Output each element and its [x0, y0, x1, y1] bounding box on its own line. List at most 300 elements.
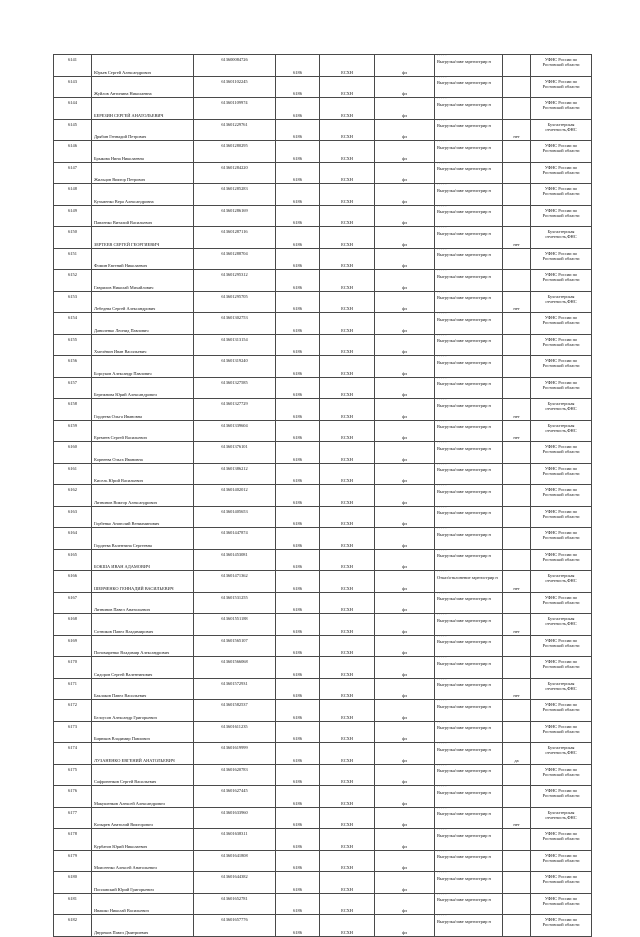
- status-text: Выгрузка/заве зарегистрир н: [437, 703, 491, 709]
- status-cell: · · · · · Выгрузка/заве зарегистрир н: [435, 786, 503, 808]
- taxpayer-name: Бережнова Юрий Александрович: [92, 377, 194, 399]
- person-type: фл: [375, 872, 435, 894]
- inspection-code: 6186: [276, 700, 320, 722]
- flag-cell: [503, 915, 531, 937]
- authority-line-2: Ростовской области: [542, 384, 580, 390]
- row-number: 6179: [54, 850, 92, 872]
- taxpayer-name: Дрябин Геннадий Петрович: [92, 119, 194, 141]
- status-text: Выгрузка/заве зарегистрир н: [437, 789, 491, 795]
- row-number: 6168: [54, 614, 92, 636]
- flag-cell: [503, 162, 531, 184]
- flag-cell: [503, 592, 531, 614]
- authority-line-2: Ростовской области: [542, 148, 580, 153]
- authority-line-1: УФНС России по: [544, 766, 578, 772]
- tax-regime: ЕСХН: [320, 700, 375, 722]
- taxpayer-name: Борсуков Александр Павлович: [92, 356, 194, 378]
- inn-number: 613601565107: [194, 635, 276, 657]
- inn-number: 613601638311: [194, 829, 276, 851]
- tax-regime: ЕСХН: [320, 807, 375, 829]
- status-text: Выгрузка/заве зарегистрир н: [437, 488, 491, 494]
- status-cell: · · · · · Выгрузка/заве зарегистрир н: [435, 872, 503, 894]
- person-type: фл: [375, 807, 435, 829]
- table-row: [54, 313, 592, 335]
- inspection-code: 6186: [276, 764, 320, 786]
- status-cell: · · · · · Выгрузка/заве зарегистрир н: [435, 915, 503, 937]
- table-row: [54, 657, 592, 679]
- person-type: фл: [375, 463, 435, 485]
- status-cell: · · · · · Выгрузка/заве зарегистрир н: [435, 829, 503, 851]
- flag-cell: [503, 141, 531, 163]
- flag-cell: [503, 270, 531, 292]
- inn-number: 613601652781: [194, 893, 276, 915]
- row-number: 6145: [54, 119, 92, 141]
- inspection-code: 6186: [276, 356, 320, 378]
- status-cell: · · · · · Выгрузка/заве зарегистрир н: [435, 377, 503, 399]
- flag-cell: [503, 76, 531, 98]
- inspection-code: 6186: [276, 485, 320, 507]
- inn-number: 613601447874: [194, 528, 276, 550]
- taxpayer-name: БЕРЕЗИН СЕРГЕЙ АНАТОЛЬЕВИЧ: [92, 98, 194, 120]
- tax-regime: ЕСХН: [320, 162, 375, 184]
- status-cell: · · · · · Выгрузка/заве зарегистрир н: [435, 55, 503, 77]
- inn-number: 613601302753: [194, 313, 276, 335]
- inn-number: 613601339604: [194, 420, 276, 442]
- authority-line-2: Ростовской области: [542, 341, 580, 347]
- tax-regime: ЕСХН: [320, 205, 375, 227]
- status-cell: · · · · · Выгрузка/заве зарегистрир н: [435, 162, 503, 184]
- status-cell: · · · · · Выгрузка/заве зарегистрир н: [435, 141, 503, 163]
- authority-line-2: отчетность,ФНС: [545, 578, 577, 583]
- taxpayer-name: БОКША ИВАН АДАМОВИЧ: [92, 549, 194, 571]
- authority-line-1: УФНС России по: [544, 788, 578, 793]
- inspection-code: 6186: [276, 442, 320, 464]
- authority-line-1: УФНС России по: [544, 164, 578, 170]
- authority-cell: [531, 506, 592, 528]
- inn-number: 613601453081: [194, 549, 276, 571]
- taxpayer-name: Литвинов Павел Анатольевич: [92, 592, 194, 614]
- inspection-code: 6186: [276, 850, 320, 872]
- flag-cell: нет: [503, 227, 531, 249]
- inn-number: 613601471362: [194, 571, 276, 593]
- authority-cell: [531, 592, 592, 614]
- authority-line-1: УФНС России по: [544, 723, 578, 729]
- inn-number: 613601280295: [194, 141, 276, 163]
- flag-cell: нет: [503, 420, 531, 442]
- taxpayer-name: Гордеева Ольга Ивановна: [92, 399, 194, 421]
- person-type: фл: [375, 399, 435, 421]
- status-cell: · · · · · Выгрузка/заве зарегистрир н: [435, 334, 503, 356]
- table-row: [54, 807, 592, 829]
- taxpayer-name: Еремеев Сергей Васильевич: [92, 420, 194, 442]
- authority-cell: [531, 829, 592, 851]
- inn-number: 613601531255: [194, 592, 276, 614]
- row-number: 6170: [54, 657, 92, 679]
- tax-regime: ЕСХН: [320, 184, 375, 206]
- authority-line-1: УФНС России по: [544, 831, 578, 836]
- status-text: Выгрузка/заве зарегистрир н: [437, 854, 491, 860]
- authority-cell: [531, 657, 592, 679]
- table-row: [54, 915, 592, 937]
- taxpayer-name: Моисеенко Алексей Анатольевич: [92, 850, 194, 872]
- status-text: Выгрузка/заве зарегистрир н: [437, 811, 491, 817]
- inn-number: 613601641808: [194, 850, 276, 872]
- flag-cell: [503, 506, 531, 528]
- authority-line-2: отчетность,ФНС: [545, 814, 577, 820]
- row-number: 6172: [54, 700, 92, 722]
- authority-line-1: Бухгалтерская: [547, 293, 575, 299]
- inn-number: 613601566068: [194, 657, 276, 679]
- taxpayer-name: Корнеева Ольга Ивановна: [92, 442, 194, 464]
- status-text: Выгрузка/заве зарегистрир н: [437, 639, 491, 645]
- status-text: Выгрузка/заве зарегистрир н: [437, 424, 491, 430]
- tax-regime: ЕСХН: [320, 571, 375, 593]
- status-cell: · · · · · Выгрузка/заве зарегистрир н: [435, 442, 503, 464]
- row-number: 6182: [54, 915, 92, 937]
- status-text: Выгрузка/заве зарегистрир н: [437, 467, 491, 473]
- tax-regime: ЕСХН: [320, 786, 375, 808]
- inspection-code: 6186: [276, 872, 320, 894]
- status-cell: · · · · · Выгрузка/заве зарегистрир н: [435, 893, 503, 915]
- authority-line-2: Ростовской области: [542, 599, 580, 605]
- authority-cell: [531, 420, 592, 442]
- authority-cell: [531, 76, 592, 98]
- authority-cell: [531, 442, 592, 464]
- table-row: [54, 442, 592, 464]
- person-type: фл: [375, 485, 435, 507]
- tax-regime: ЕСХН: [320, 721, 375, 743]
- authority-cell: [531, 549, 592, 571]
- flag-cell: нет: [503, 807, 531, 829]
- authority-line-1: УФНС России по: [544, 272, 578, 277]
- authority-line-2: Ростовской области: [542, 707, 580, 712]
- tax-regime: ЕСХН: [320, 829, 375, 851]
- inspection-code: 6186: [276, 313, 320, 335]
- inspection-code: 6186: [276, 76, 320, 98]
- row-number: 6149: [54, 205, 92, 227]
- tax-regime: ЕСХН: [320, 119, 375, 141]
- tax-regime: ЕСХН: [320, 377, 375, 399]
- table-row: [54, 635, 592, 657]
- status-cell: · · · · · Выгрузка/заве зарегистрир н: [435, 270, 503, 292]
- authority-cell: [531, 700, 592, 722]
- tax-regime: ЕСХН: [320, 764, 375, 786]
- table-body: [54, 55, 592, 937]
- person-type: фл: [375, 442, 435, 464]
- authority-line-2: Ростовской области: [542, 470, 580, 476]
- table-row: [54, 549, 592, 571]
- table-row: [54, 141, 592, 163]
- taxpayer-name: Пономаренко Владимир Александрович: [92, 635, 194, 657]
- status-text: Выгрузка/заве зарегистрир н: [437, 875, 491, 881]
- tax-regime: ЕСХН: [320, 420, 375, 442]
- row-number: 6156: [54, 356, 92, 378]
- flag-cell: [503, 721, 531, 743]
- inspection-code: 6186: [276, 334, 320, 356]
- tax-regime: ЕСХН: [320, 356, 375, 378]
- table-row: [54, 721, 592, 743]
- person-type: фл: [375, 829, 435, 851]
- authority-line-1: Бухгалтерская: [547, 809, 575, 815]
- table-row: [54, 270, 592, 292]
- authority-line-1: УФНС России по: [544, 530, 578, 535]
- table-row: [54, 700, 592, 722]
- row-number: 6173: [54, 721, 92, 743]
- tax-regime: ЕСХН: [320, 678, 375, 700]
- flag-cell: нет: [503, 571, 531, 593]
- inn-number: 613601327729: [194, 399, 276, 421]
- tax-regime: ЕСХН: [320, 657, 375, 679]
- inn-number: 613601229761: [194, 119, 276, 141]
- taxpayer-name: Павленко Виталий Васильевич: [92, 205, 194, 227]
- person-type: фл: [375, 764, 435, 786]
- authority-line-2: отчетность,ФНС: [545, 298, 577, 304]
- tax-regime: ЕСХН: [320, 506, 375, 528]
- taxpayer-name: Бирюков Владимир Павлович: [92, 721, 194, 743]
- inspection-code: 6186: [276, 721, 320, 743]
- flag-cell: [503, 485, 531, 507]
- taxpayer-name: Хмелёвин Иван Васильевич: [92, 334, 194, 356]
- tax-regime: ЕСХН: [320, 270, 375, 292]
- row-number: 6148: [54, 184, 92, 206]
- inspection-code: 6186: [276, 571, 320, 593]
- authority-line-1: Бухгалтерская: [547, 680, 575, 686]
- row-number: 6151: [54, 248, 92, 270]
- taxpayer-name: Гордеева Валентина Сергеевна: [92, 528, 194, 550]
- table-row: [54, 893, 592, 915]
- person-type: фл: [375, 592, 435, 614]
- row-number: 6153: [54, 291, 92, 313]
- row-number: 6143: [54, 76, 92, 98]
- person-type: фл: [375, 334, 435, 356]
- person-type: фл: [375, 270, 435, 292]
- authority-line-1: Бухгалтерская: [547, 422, 575, 428]
- authority-line-2: Ростовской области: [542, 320, 580, 325]
- inn-number: 613601295312: [194, 270, 276, 292]
- inspection-code: 6186: [276, 743, 320, 765]
- status-cell: · · · · · Выгрузка/заве зарегистрир н: [435, 506, 503, 528]
- authority-cell: [531, 55, 592, 77]
- person-type: фл: [375, 786, 435, 808]
- row-number: 6160: [54, 442, 92, 464]
- taxpayer-name: Сидоров Сергей Валентинович: [92, 657, 194, 679]
- authority-line-2: Ростовской области: [542, 793, 580, 798]
- authority-line-1: УФНС России по: [544, 78, 578, 84]
- inspection-code: 6186: [276, 227, 320, 249]
- tax-regime: ЕСХН: [320, 872, 375, 894]
- status-cell: · · · · · Выгрузка/заве зарегистрир н: [435, 764, 503, 786]
- flag-cell: [503, 872, 531, 894]
- status-cell: · · · · · Выгрузка/заве зарегистрир н: [435, 807, 503, 829]
- authority-cell: [531, 743, 592, 765]
- inn-number: 613601284220: [194, 162, 276, 184]
- inn-number: 613601657776: [194, 915, 276, 937]
- tax-regime: ЕСХН: [320, 227, 375, 249]
- authority-line-2: Ростовской области: [542, 277, 580, 282]
- taxpayer-name: Поплавский Юрий Григорьевич: [92, 872, 194, 894]
- row-number: 6141: [54, 55, 92, 77]
- person-type: фл: [375, 184, 435, 206]
- authority-line-2: отчетность,ФНС: [545, 750, 577, 755]
- inspection-code: 6186: [276, 141, 320, 163]
- status-text: Выгрузка/заве зарегистрир н: [437, 725, 491, 731]
- authority-line-1: Бухгалтерская: [547, 229, 575, 234]
- flag-cell: [503, 184, 531, 206]
- flag-cell: [503, 313, 531, 335]
- authority-line-2: отчетность,ФНС: [545, 621, 577, 626]
- status-text: Выгрузка/заве зарегистрир н: [437, 531, 491, 537]
- authority-cell: [531, 678, 592, 700]
- authority-line-2: Ростовской области: [542, 363, 580, 368]
- row-number: 6150: [54, 227, 92, 249]
- authority-line-2: Ростовской области: [542, 556, 580, 562]
- inn-number: 613601102245: [194, 76, 276, 98]
- status-cell: · · · · · Выгрузка/заве зарегистрир н: [435, 119, 503, 141]
- status-cell: · · · · · Выгрузка/заве зарегистрир н: [435, 678, 503, 700]
- registry-table: [53, 54, 592, 937]
- authority-cell: [531, 334, 592, 356]
- inspection-code: 6186: [276, 506, 320, 528]
- taxpayer-name: ЛУЗАНЕНКО ЕВГЕНИЙ АНАТОЛЬЕВИЧ: [92, 743, 194, 765]
- taxpayer-name: Юрьев Сергей Александрович: [92, 55, 194, 77]
- status-text: Выгрузка/заве зарегистрир н: [437, 746, 491, 752]
- inspection-code: 6186: [276, 829, 320, 851]
- authority-cell: [531, 399, 592, 421]
- person-type: фл: [375, 55, 435, 77]
- inn-number: 613601572931: [194, 678, 276, 700]
- row-number: 6163: [54, 506, 92, 528]
- inn-number: 613601611235: [194, 721, 276, 743]
- row-number: 6154: [54, 313, 92, 335]
- tax-regime: ЕСХН: [320, 915, 375, 937]
- person-type: фл: [375, 549, 435, 571]
- taxpayer-name: Баклаков Павел Васильевич: [92, 678, 194, 700]
- authority-cell: [531, 205, 592, 227]
- authority-line-1: УФНС России по: [544, 874, 578, 879]
- row-number: 6159: [54, 420, 92, 442]
- authority-line-2: Ростовской области: [542, 449, 580, 454]
- status-cell: · · · · · Выгрузка/заве зарегистрир н: [435, 291, 503, 313]
- person-type: фл: [375, 743, 435, 765]
- authority-cell: [531, 119, 592, 141]
- authority-line-2: Ростовской области: [542, 900, 580, 906]
- authority-cell: [531, 614, 592, 636]
- inn-number: 613601288704: [194, 248, 276, 270]
- taxpayer-name: Кисель Юрий Васильевич: [92, 463, 194, 485]
- taxpayer-name: Макушенков Алексей Александрович: [92, 786, 194, 808]
- row-number: 6144: [54, 98, 92, 120]
- status-text: Выгрузка/заве зарегистрир н: [437, 166, 491, 172]
- registry-page: [53, 54, 591, 937]
- taxpayer-name: Литвинов Виктор Александрович: [92, 485, 194, 507]
- taxpayer-name: Козырев Анатолий Викторович: [92, 807, 194, 829]
- row-number: 6146: [54, 141, 92, 163]
- table-row: [54, 850, 592, 872]
- inspection-code: 6186: [276, 592, 320, 614]
- person-type: фл: [375, 506, 435, 528]
- authority-line-2: Ростовской области: [542, 642, 580, 648]
- inn-number: 613601319240: [194, 356, 276, 378]
- status-text: Выгрузка/заве зарегистрир н: [437, 295, 491, 301]
- authority-cell: [531, 721, 592, 743]
- table-row: [54, 743, 592, 765]
- table-row: [54, 98, 592, 120]
- inn-number: 613601620783: [194, 764, 276, 786]
- status-text: Выгрузка/заве зарегистрир н: [437, 123, 491, 129]
- inspection-code: 6186: [276, 184, 320, 206]
- person-type: фл: [375, 635, 435, 657]
- status-cell: · · · · · Выгрузка/заве зарегистрир н: [435, 700, 503, 722]
- row-number: 6169: [54, 635, 92, 657]
- taxpayer-name: Жуйлов Антонина Николаевна: [92, 76, 194, 98]
- inspection-code: 6186: [276, 377, 320, 399]
- inspection-code: 6186: [276, 248, 320, 270]
- inspection-code: 6186: [276, 657, 320, 679]
- inn-number: 613601376101: [194, 442, 276, 464]
- status-text: Выгрузка/заве зарегистрир н: [437, 510, 491, 516]
- flag-cell: [503, 356, 531, 378]
- authority-line-2: отчетность,ФНС: [545, 406, 577, 411]
- tax-regime: ЕСХН: [320, 291, 375, 313]
- flag-cell: [503, 55, 531, 77]
- status-cell: · · · · · Выгрузка/заве зарегистрир н: [435, 248, 503, 270]
- inn-number: 613601619999: [194, 743, 276, 765]
- status-text: Выгрузка/заве зарегистрир н: [437, 445, 491, 451]
- inn-number: 613601627445: [194, 786, 276, 808]
- status-cell: · · · · · Выгрузка/заве зарегистрир н: [435, 399, 503, 421]
- inspection-code: 6186: [276, 678, 320, 700]
- inspection-code: 6186: [276, 162, 320, 184]
- flag-cell: [503, 764, 531, 786]
- flag-cell: [503, 786, 531, 808]
- taxpayer-name: Двуреков Павел Дмитриевич: [92, 915, 194, 937]
- table-row: [54, 248, 592, 270]
- person-type: фл: [375, 248, 435, 270]
- status-cell: · · · · · Выгрузка/заве зарегистрир н: [435, 549, 503, 571]
- inspection-code: 6186: [276, 528, 320, 550]
- authority-line-1: Бухгалтерская: [547, 401, 575, 406]
- flag-cell: [503, 528, 531, 550]
- authority-line-1: УФНС России по: [544, 250, 578, 256]
- authority-cell: [531, 571, 592, 593]
- table-row: [54, 829, 592, 851]
- status-text: Выгрузка/заве зарегистрир н: [437, 682, 491, 688]
- inspection-code: 6186: [276, 291, 320, 313]
- taxpayer-name: ШЕВЧЕНКО ГЕННАДИЙ ВАСИЛЬЕВИЧ: [92, 571, 194, 593]
- row-number: 6165: [54, 549, 92, 571]
- authority-line-1: УФНС России по: [544, 336, 578, 342]
- tax-regime: ЕСХН: [320, 313, 375, 335]
- row-number: 6167: [54, 592, 92, 614]
- table-row: [54, 592, 592, 614]
- person-type: фл: [375, 614, 435, 636]
- row-number: 6161: [54, 463, 92, 485]
- authority-line-1: Бухгалтерская: [547, 573, 575, 578]
- status-text: Выгрузка/заве зарегистрир н: [437, 660, 491, 666]
- authority-line-2: Ростовской области: [542, 771, 580, 777]
- status-cell: · · · · · Выгрузка/заве зарегистрир н: [435, 592, 503, 614]
- person-type: фл: [375, 700, 435, 722]
- status-text: Выгрузка/заве зарегистрир н: [437, 209, 491, 215]
- status-cell: · · · · · Выгрузка/заве зарегистрир н: [435, 850, 503, 872]
- authority-line-1: УФНС России по: [544, 315, 578, 320]
- status-text: Выгрузка/заве зарегистрир н: [437, 768, 491, 774]
- authority-line-2: Ростовской области: [542, 83, 580, 89]
- inn-number: 613601287116: [194, 227, 276, 249]
- row-number: 6166: [54, 571, 92, 593]
- person-type: фл: [375, 162, 435, 184]
- person-type: фл: [375, 571, 435, 593]
- tax-regime: ЕСХН: [320, 549, 375, 571]
